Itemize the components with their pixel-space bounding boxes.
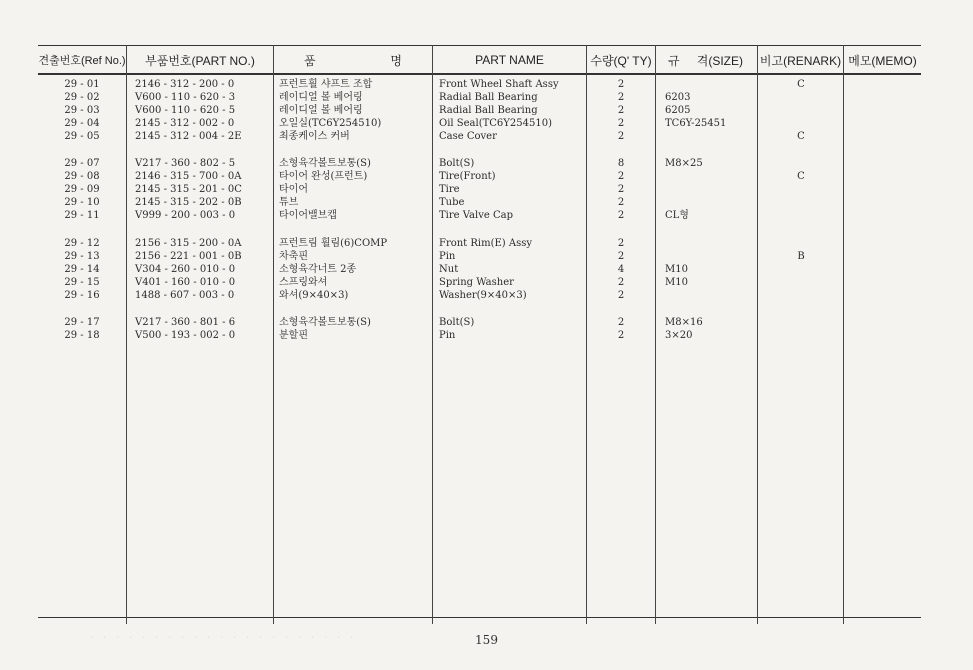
size-cell: TC6Y-25451 [665, 118, 727, 129]
part-name-cell: Bolt(S) [439, 317, 475, 328]
name-ko-cell: 분할핀 [279, 330, 308, 341]
part-no-cell: V999 - 200 - 003 - 0 [135, 210, 236, 221]
header-part-no [127, 50, 273, 70]
header-rule [38, 73, 921, 75]
remark-cell: C [797, 131, 805, 142]
part-name-cell: Radial Ball Bearing [439, 105, 538, 116]
name-ko-cell: 오일실(TC6Y254510) [279, 118, 382, 129]
qty-cell: 2 [617, 105, 625, 116]
header-part-no-text: 부품번호(PART NO.) [145, 53, 255, 68]
header-qty-text: 수량(Q' TY) [590, 53, 652, 68]
name-ko-cell: 소형육각볼트보통(S) [279, 317, 371, 328]
ref-cell: 29 - 17 [64, 317, 100, 328]
header-name-ko-left: 품 [304, 53, 316, 68]
header-memo [844, 50, 921, 70]
part-name-cell: Pin [439, 251, 456, 262]
qty-cell: 2 [617, 79, 625, 90]
size-cell: M10 [665, 264, 688, 275]
name-ko-cell: 스프링와셔 [279, 277, 328, 288]
ref-cell: 29 - 04 [64, 118, 100, 129]
part-name-cell: Oil Seal(TC6Y254510) [439, 118, 552, 129]
ref-cell: 29 - 11 [64, 210, 100, 221]
ref-cell: 29 - 13 [64, 251, 100, 262]
part-name-cell: Tire [439, 184, 460, 195]
part-name-cell: Bolt(S) [439, 158, 475, 169]
part-no-cell: V304 - 260 - 010 - 0 [135, 264, 236, 275]
part-no-cell: V500 - 193 - 002 - 0 [135, 330, 236, 341]
part-no-cell: 2145 - 315 - 202 - 0B [135, 197, 242, 208]
header-size-left: 규 [668, 53, 680, 68]
remark-cell: C [797, 79, 805, 90]
qty-cell: 2 [617, 317, 625, 328]
part-name-cell: Case Cover [439, 131, 497, 142]
header-part-name-text: PART NAME [475, 53, 544, 67]
part-no-cell: V217 - 360 - 801 - 6 [135, 317, 236, 328]
header-qty [587, 50, 655, 70]
ref-cell: 29 - 03 [64, 105, 100, 116]
header-remark [758, 50, 843, 70]
part-name-cell: Tire(Front) [439, 171, 496, 182]
name-ko-cell: 소형육각볼트보통(S) [279, 158, 371, 169]
ref-cell: 29 - 05 [64, 131, 100, 142]
name-ko-cell: 차축핀 [279, 251, 308, 262]
part-name-cell: Washer(9×40×3) [439, 290, 527, 301]
part-name-cell: Tube [439, 197, 465, 208]
size-cell: 6203 [665, 92, 691, 103]
header-name-ko-right: 명 [390, 53, 402, 68]
qty-cell: 2 [617, 238, 625, 249]
size-cell: 6205 [665, 105, 691, 116]
col-divider-7 [843, 45, 844, 624]
part-no-cell: 2146 - 315 - 700 - 0A [135, 171, 242, 182]
top-rule [38, 45, 921, 46]
part-no-cell: 2145 - 312 - 002 - 0 [135, 118, 235, 129]
ref-cell: 29 - 02 [64, 92, 100, 103]
ref-cell: 29 - 12 [64, 238, 100, 249]
qty-cell: 2 [617, 277, 625, 288]
remark-cell: B [797, 251, 805, 262]
qty-cell: 2 [617, 290, 625, 301]
name-ko-cell: 소형육각너트 2종 [279, 264, 357, 275]
header-size [656, 50, 757, 70]
header-ref-text: 견출번호(Ref No.) [38, 55, 126, 67]
name-ko-cell: 최종케이스 커버 [279, 131, 350, 142]
name-ko-cell: 튜브 [279, 197, 299, 208]
part-no-cell: V217 - 360 - 802 - 5 [135, 158, 236, 169]
qty-cell: 8 [617, 158, 625, 169]
col-divider-3 [432, 45, 433, 624]
ref-cell: 29 - 07 [64, 158, 100, 169]
part-name-cell: Tire Valve Cap [439, 210, 513, 221]
qty-cell: 2 [617, 184, 625, 195]
header-part-name [433, 50, 586, 70]
part-no-cell: V600 - 110 - 620 - 3 [135, 92, 236, 103]
size-cell: CL형 [665, 210, 689, 221]
part-name-cell: Nut [439, 264, 459, 275]
name-ko-cell: 타이어밸브캡 [279, 210, 337, 221]
qty-cell: 2 [617, 118, 625, 129]
part-no-cell: 2146 - 312 - 200 - 0 [135, 79, 235, 90]
name-ko-cell: 레이디얼 볼 베어링 [279, 92, 363, 103]
col-divider-2 [273, 45, 274, 624]
col-divider-6 [757, 45, 758, 624]
qty-cell: 2 [617, 92, 625, 103]
header-remark-text: 비고(RENARK) [759, 53, 842, 68]
qty-cell: 2 [617, 131, 625, 142]
bottom-rule [38, 617, 921, 618]
page-number: 159 [475, 633, 498, 647]
ref-cell: 29 - 14 [64, 264, 100, 275]
size-cell: 3×20 [665, 330, 693, 341]
part-name-cell: Radial Ball Bearing [439, 92, 538, 103]
part-no-cell: V600 - 110 - 620 - 5 [135, 105, 236, 116]
header-size-right: 격(SIZE) [696, 53, 743, 68]
size-cell: M8×25 [665, 158, 703, 169]
header-memo-text: 메모(MEMO) [848, 53, 917, 68]
part-name-cell: Front Wheel Shaft Assy [439, 79, 559, 90]
part-name-cell: Spring Washer [439, 277, 514, 288]
qty-cell: 2 [617, 251, 625, 262]
part-no-cell: 2145 - 312 - 004 - 2E [135, 131, 242, 142]
ref-cell: 29 - 01 [64, 79, 100, 90]
part-name-cell: Front Rim(E) Assy [439, 238, 533, 249]
ref-cell: 29 - 16 [64, 290, 100, 301]
ref-cell: 29 - 18 [64, 330, 100, 341]
col-divider-1 [126, 45, 127, 624]
ref-cell: 29 - 15 [64, 277, 100, 288]
qty-cell: 4 [617, 264, 625, 275]
remark-cell: C [797, 171, 805, 182]
part-no-cell: 2145 - 315 - 201 - 0C [135, 184, 242, 195]
ref-cell: 29 - 10 [64, 197, 100, 208]
qty-cell: 2 [617, 171, 625, 182]
bleed-through-text: · · · · · · · · · · · · · · · · · · · · · [90, 631, 357, 644]
name-ko-cell: 타이어 [279, 184, 308, 195]
col-divider-4 [586, 45, 587, 624]
part-no-cell: V401 - 160 - 010 - 0 [135, 277, 236, 288]
qty-cell: 2 [617, 210, 625, 221]
name-ko-cell: 레이디얼 볼 베어링 [279, 105, 363, 116]
col-divider-5 [655, 45, 656, 624]
qty-cell: 2 [617, 330, 625, 341]
part-no-cell: 2156 - 221 - 001 - 0B [135, 251, 242, 262]
header-ref-no [38, 50, 126, 70]
part-no-cell: 2156 - 315 - 200 - 0A [135, 238, 242, 249]
name-ko-cell: 프런트림 휠림(6)COMP [279, 238, 388, 249]
qty-cell: 2 [617, 197, 625, 208]
part-no-cell: 1488 - 607 - 003 - 0 [135, 290, 235, 301]
ref-cell: 29 - 09 [64, 184, 100, 195]
header-name-ko [274, 50, 432, 70]
name-ko-cell: 와셔(9×40×3) [279, 290, 349, 301]
name-ko-cell: 프런트휠 샤프트 조합 [279, 79, 373, 90]
name-ko-cell: 타이어 완성(프런트) [279, 171, 368, 182]
size-cell: M10 [665, 277, 688, 288]
part-name-cell: Pin [439, 330, 456, 341]
size-cell: M8×16 [665, 317, 703, 328]
ref-cell: 29 - 08 [64, 171, 100, 182]
